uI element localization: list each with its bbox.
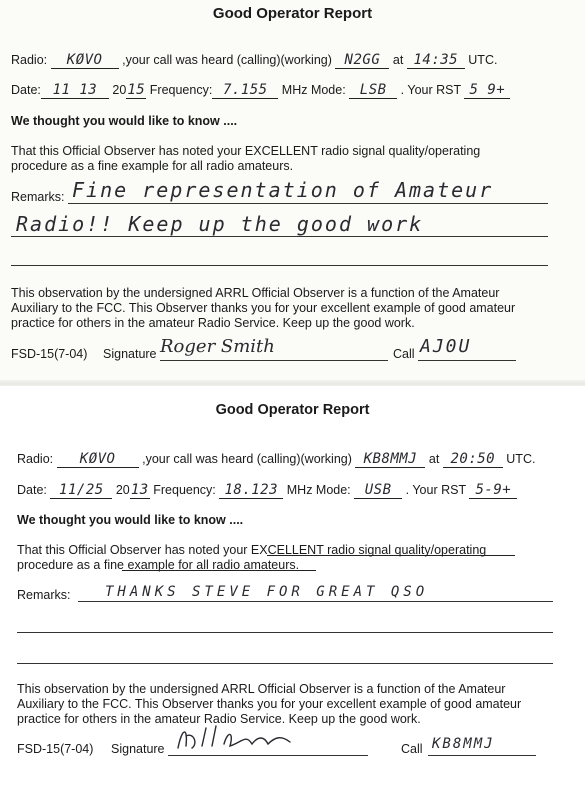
- time-value: 20:50: [443, 451, 503, 467]
- remarks-label: Remarks:: [11, 190, 65, 204]
- call-rule: [428, 755, 536, 756]
- hand-underline-excellent: [267, 555, 515, 556]
- noted-paragraph: [17, 543, 577, 573]
- utc-label: UTC.: [506, 452, 536, 466]
- heard-text: ,your call was heard (calling)(working): [142, 452, 352, 466]
- noted-line-2: procedure as a fine example for all radio amateurs.: [11, 159, 294, 173]
- date-row: [17, 482, 517, 498]
- noted-line-2: procedure as a fine example for all radio amateurs.: [17, 558, 300, 572]
- report-title: Good Operator Report: [215, 402, 370, 418]
- observation-line-2: Auxiliary to the FCC. This Observer thanks you for your excellent example of good amateur: [17, 697, 522, 711]
- report-title: Good Operator Report: [212, 5, 373, 22]
- remarks-rule-1: [68, 203, 548, 204]
- hand-underline-fine-example: [122, 570, 316, 571]
- call-label: Call: [393, 347, 415, 361]
- radio-label: Radio:: [17, 452, 54, 466]
- year-value: 15: [127, 82, 146, 98]
- radio-row: [11, 52, 497, 68]
- time-value: 14:35: [407, 52, 465, 68]
- signature-rule: [160, 360, 388, 361]
- observation-line-3: practice for others in the amateur Radio Service. Keep up the good work.: [11, 316, 415, 330]
- at-label: at: [428, 452, 440, 466]
- mode-label: MHz Mode:: [286, 483, 351, 497]
- call-value: AJ0U: [420, 336, 472, 357]
- remarks-label: Remarks:: [17, 588, 71, 602]
- remarks-line-1: THANKS STEVE FOR GREAT QSO: [105, 584, 429, 600]
- heard-call-value: N2GG: [335, 52, 389, 68]
- signature-value: Roger Smith: [160, 336, 275, 357]
- frequency-value: 7.155: [212, 82, 278, 98]
- know-heading: We thought you would like to know ....: [17, 513, 244, 527]
- date-value: 11/25: [50, 482, 112, 498]
- form-number: FSD-15(7-04): [17, 742, 94, 756]
- call-value: KB8MMJ: [432, 736, 495, 752]
- rst-value: 5-9+: [469, 482, 517, 498]
- remarks-rule-2: [17, 632, 553, 633]
- rst-label: . Your RST: [400, 83, 461, 97]
- call-label: Call: [401, 742, 423, 756]
- date-value: 11 13: [41, 82, 109, 98]
- year-prefix: 20: [115, 483, 130, 497]
- signature-scribble: [172, 722, 304, 756]
- rst-value: 5 9+: [464, 82, 510, 98]
- frequency-value: 18.123: [219, 482, 283, 498]
- mode-label: MHz Mode:: [281, 83, 346, 97]
- signature-rule: [168, 755, 368, 756]
- date-label: Date:: [17, 483, 47, 497]
- radio-call-value: KØVO: [51, 52, 119, 68]
- radio-row: [17, 451, 535, 467]
- observation-paragraph: [17, 682, 583, 727]
- know-heading: We thought you would like to know ....: [11, 114, 238, 128]
- utc-label: UTC.: [468, 53, 498, 67]
- frequency-label: Frequency:: [149, 83, 213, 97]
- at-label: at: [392, 53, 404, 67]
- report-card-2: [0, 386, 585, 799]
- observation-line-3: practice for others in the amateur Radio Service. Keep up the good work.: [17, 712, 421, 726]
- remarks-line-1: Fine representation of Amateur: [72, 178, 494, 202]
- rst-label: . Your RST: [405, 483, 466, 497]
- noted-line-1: That this Official Observer has noted your EXCELLENT radio signal quality/operating: [11, 144, 481, 158]
- remarks-line-2: Radio!! Keep up the good work: [16, 212, 424, 236]
- remarks-rule-3: [11, 265, 548, 266]
- observation-paragraph: [11, 286, 581, 331]
- mode-value: LSB: [349, 82, 397, 98]
- observation-line-2: Auxiliary to the FCC. This Observer thanks you for your excellent example of good amateur: [11, 301, 516, 315]
- year-value: 13: [130, 482, 149, 498]
- heard-text: ,your call was heard (calling)(working): [122, 53, 332, 67]
- date-row: [11, 82, 510, 98]
- mode-value: USB: [354, 482, 402, 498]
- noted-paragraph: [11, 144, 571, 174]
- radio-label: Radio:: [11, 53, 48, 67]
- report-card-1: [0, 0, 585, 384]
- remarks-rule-3: [17, 663, 553, 664]
- remarks-rule-2: [11, 236, 548, 237]
- frequency-label: Frequency:: [153, 483, 216, 497]
- observation-line-1: This observation by the undersigned ARRL Official Observer is a function of the Amateur: [11, 286, 500, 300]
- date-label: Date:: [11, 83, 41, 97]
- observation-line-1: This observation by the undersigned ARRL Official Observer is a function of the Amateur: [17, 682, 506, 696]
- noted-line-1: That this Official Observer has noted your EXCELLENT radio signal quality/operating: [17, 543, 487, 557]
- form-number: FSD-15(7-04): [11, 347, 88, 361]
- heard-call-value: KB8MMJ: [355, 451, 425, 467]
- signature-label: Signature: [103, 347, 157, 361]
- remarks-rule-1: [78, 601, 553, 602]
- radio-call-value: KØVO: [57, 451, 139, 467]
- signature-label: Signature: [111, 742, 165, 756]
- call-rule: [418, 360, 516, 361]
- year-prefix: 20: [112, 83, 127, 97]
